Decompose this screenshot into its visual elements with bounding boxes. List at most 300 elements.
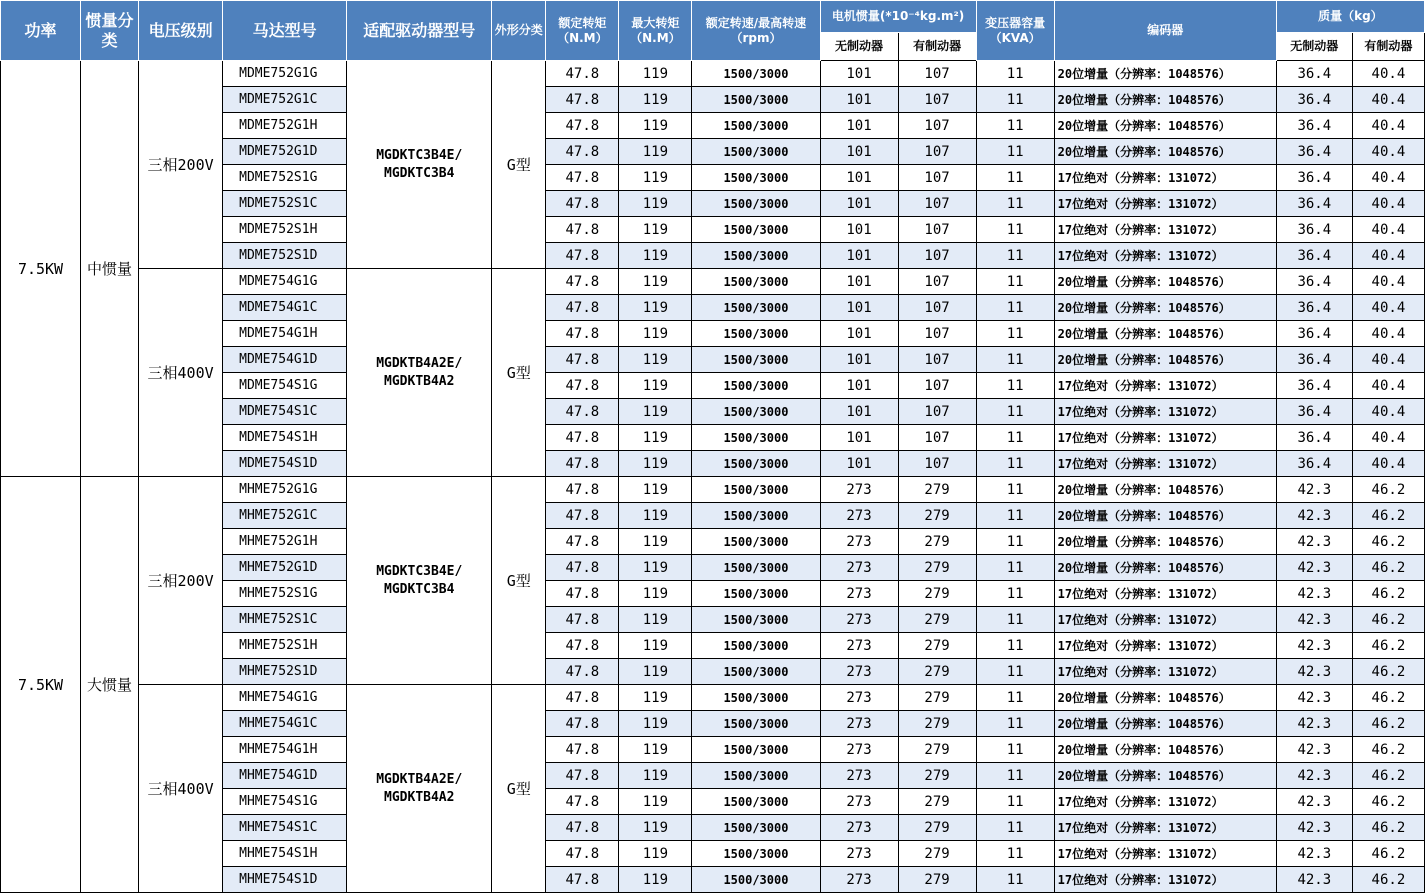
cell-encoder: 17位绝对（分辨率：131072） [1054,867,1276,893]
cell-mass-no-brake: 42.3 [1276,815,1352,841]
cell-mass-no-brake: 42.3 [1276,555,1352,581]
cell-speed: 1500/3000 [692,737,820,763]
cell-inertia-brake: 107 [898,113,976,139]
cell-max-torque: 119 [619,139,692,165]
cell-speed: 1500/3000 [692,347,820,373]
table-row [1,685,1425,711]
cell-mass-brake: 40.4 [1352,321,1424,347]
cell-inertia-brake: 107 [898,399,976,425]
cell-max-torque: 119 [619,685,692,711]
cell-mass-no-brake: 42.3 [1276,529,1352,555]
cell-mass-no-brake: 42.3 [1276,503,1352,529]
cell-rated-torque: 47.8 [546,867,619,893]
cell-motor-model: MDME754S1G [223,373,347,399]
cell-transformer: 11 [976,503,1054,529]
cell-transformer: 11 [976,373,1054,399]
cell-mass-no-brake: 36.4 [1276,113,1352,139]
cell-encoder: 20位增量（分辨率：1048576） [1054,87,1276,113]
cell-inertia-brake: 107 [898,191,976,217]
cell-rated-torque: 47.8 [546,763,619,789]
cell-speed: 1500/3000 [692,113,820,139]
cell-rated-torque: 47.8 [546,685,619,711]
cell-encoder: 20位增量（分辨率：1048576） [1054,685,1276,711]
cell-inertia-class: 大惯量 [81,477,139,893]
cell-encoder: 20位增量（分辨率：1048576） [1054,347,1276,373]
cell-transformer: 11 [976,815,1054,841]
cell-mass-no-brake: 36.4 [1276,217,1352,243]
cell-inertia-brake: 107 [898,321,976,347]
header-mass: 质量（kg） [1276,1,1424,33]
table-header [1,1,1425,61]
header-inertia-brake: 有制动器 [898,33,976,61]
cell-transformer: 11 [976,607,1054,633]
cell-inertia-no-brake: 101 [820,399,898,425]
cell-inertia-brake: 107 [898,295,976,321]
cell-shape: G型 [492,685,546,893]
cell-motor-model: MHME754G1C [223,711,347,737]
table-row [1,269,1425,295]
header-inertia: 电机惯量(*10⁻⁴kg.m²) [820,1,976,33]
cell-mass-no-brake: 42.3 [1276,737,1352,763]
cell-mass-no-brake: 42.3 [1276,607,1352,633]
cell-mass-brake: 46.2 [1352,503,1424,529]
cell-mass-no-brake: 36.4 [1276,269,1352,295]
cell-speed: 1500/3000 [692,581,820,607]
cell-inertia-no-brake: 273 [820,503,898,529]
cell-encoder: 20位增量（分辨率：1048576） [1054,295,1276,321]
header-max-torque: 最大转矩（N.M） [619,1,692,61]
cell-power: 7.5KW [1,61,81,477]
cell-inertia-brake: 107 [898,243,976,269]
cell-transformer: 11 [976,477,1054,503]
cell-motor-model: MHME752S1H [223,633,347,659]
cell-max-torque: 119 [619,555,692,581]
cell-inertia-no-brake: 101 [820,321,898,347]
cell-transformer: 11 [976,243,1054,269]
cell-speed: 1500/3000 [692,633,820,659]
cell-encoder: 20位增量（分辨率：1048576） [1054,503,1276,529]
cell-mass-brake: 46.2 [1352,607,1424,633]
cell-inertia-brake: 279 [898,737,976,763]
cell-max-torque: 119 [619,451,692,477]
cell-mass-no-brake: 36.4 [1276,295,1352,321]
cell-inertia-brake: 279 [898,763,976,789]
cell-mass-brake: 46.2 [1352,841,1424,867]
cell-mass-no-brake: 36.4 [1276,191,1352,217]
cell-motor-model: MDME754G1G [223,269,347,295]
header-mass-brake: 有制动器 [1352,33,1424,61]
cell-encoder: 17位绝对（分辨率：131072） [1054,425,1276,451]
cell-max-torque: 119 [619,243,692,269]
cell-max-torque: 119 [619,607,692,633]
cell-inertia-no-brake: 101 [820,165,898,191]
cell-encoder: 20位增量（分辨率：1048576） [1054,269,1276,295]
cell-inertia-no-brake: 101 [820,269,898,295]
cell-motor-model: MDME752G1H [223,113,347,139]
cell-mass-brake: 46.2 [1352,737,1424,763]
cell-speed: 1500/3000 [692,321,820,347]
cell-mass-no-brake: 42.3 [1276,867,1352,893]
cell-transformer: 11 [976,191,1054,217]
cell-rated-torque: 47.8 [546,191,619,217]
cell-speed: 1500/3000 [692,87,820,113]
cell-max-torque: 119 [619,113,692,139]
cell-inertia-no-brake: 273 [820,867,898,893]
cell-rated-torque: 47.8 [546,87,619,113]
cell-inertia-brake: 279 [898,555,976,581]
header-inertia-no-brake: 无制动器 [820,33,898,61]
cell-transformer: 11 [976,87,1054,113]
table-body [1,61,1425,893]
cell-encoder: 17位绝对（分辨率：131072） [1054,789,1276,815]
cell-mass-brake: 40.4 [1352,295,1424,321]
cell-mass-brake: 46.2 [1352,529,1424,555]
header-driver-model: 适配驱动器型号 [347,1,492,61]
cell-mass-no-brake: 36.4 [1276,451,1352,477]
cell-mass-no-brake: 36.4 [1276,139,1352,165]
cell-transformer: 11 [976,399,1054,425]
cell-speed: 1500/3000 [692,841,820,867]
cell-motor-model: MHME752G1H [223,529,347,555]
cell-max-torque: 119 [619,87,692,113]
cell-rated-torque: 47.8 [546,321,619,347]
cell-transformer: 11 [976,295,1054,321]
cell-inertia-no-brake: 101 [820,217,898,243]
cell-speed: 1500/3000 [692,61,820,87]
cell-inertia-brake: 107 [898,347,976,373]
header-mass-no-brake: 无制动器 [1276,33,1352,61]
cell-inertia-brake: 279 [898,815,976,841]
cell-inertia-brake: 279 [898,711,976,737]
cell-voltage: 三相200V [139,61,223,269]
cell-max-torque: 119 [619,269,692,295]
cell-inertia-no-brake: 101 [820,425,898,451]
cell-mass-brake: 46.2 [1352,867,1424,893]
cell-inertia-no-brake: 101 [820,61,898,87]
cell-motor-model: MDME752G1D [223,139,347,165]
cell-mass-brake: 46.2 [1352,763,1424,789]
cell-speed: 1500/3000 [692,685,820,711]
cell-mass-no-brake: 36.4 [1276,347,1352,373]
cell-transformer: 11 [976,165,1054,191]
cell-encoder: 20位增量（分辨率：1048576） [1054,555,1276,581]
cell-rated-torque: 47.8 [546,815,619,841]
cell-encoder: 17位绝对（分辨率：131072） [1054,659,1276,685]
cell-inertia-brake: 107 [898,451,976,477]
cell-speed: 1500/3000 [692,191,820,217]
cell-inertia-no-brake: 101 [820,373,898,399]
cell-mass-brake: 40.4 [1352,425,1424,451]
header-shape: 外形分类 [492,1,546,61]
cell-inertia-no-brake: 273 [820,659,898,685]
cell-rated-torque: 47.8 [546,789,619,815]
cell-motor-model: MHME752G1D [223,555,347,581]
cell-inertia-no-brake: 273 [820,841,898,867]
cell-transformer: 11 [976,451,1054,477]
table-row [1,61,1425,87]
cell-mass-no-brake: 42.3 [1276,633,1352,659]
cell-transformer: 11 [976,269,1054,295]
cell-motor-model: MHME752S1D [223,659,347,685]
cell-inertia-brake: 107 [898,61,976,87]
cell-inertia-no-brake: 101 [820,347,898,373]
cell-encoder: 17位绝对（分辨率：131072） [1054,373,1276,399]
cell-encoder: 17位绝对（分辨率：131072） [1054,243,1276,269]
cell-max-torque: 119 [619,347,692,373]
cell-transformer: 11 [976,633,1054,659]
cell-mass-brake: 40.4 [1352,165,1424,191]
cell-motor-model: MHME754S1H [223,841,347,867]
cell-inertia-no-brake: 273 [820,711,898,737]
cell-rated-torque: 47.8 [546,425,619,451]
cell-mass-brake: 40.4 [1352,347,1424,373]
cell-mass-brake: 46.2 [1352,659,1424,685]
header-inertia-class: 惯量分类 [81,1,139,61]
cell-shape: G型 [492,61,546,269]
cell-mass-no-brake: 36.4 [1276,321,1352,347]
cell-speed: 1500/3000 [692,269,820,295]
cell-inertia-no-brake: 273 [820,581,898,607]
cell-speed: 1500/3000 [692,789,820,815]
cell-mass-brake: 40.4 [1352,243,1424,269]
cell-mass-brake: 46.2 [1352,789,1424,815]
cell-inertia-brake: 107 [898,425,976,451]
cell-inertia-no-brake: 101 [820,87,898,113]
cell-motor-model: MHME754G1D [223,763,347,789]
cell-rated-torque: 47.8 [546,165,619,191]
cell-transformer: 11 [976,529,1054,555]
cell-mass-no-brake: 42.3 [1276,477,1352,503]
cell-rated-torque: 47.8 [546,841,619,867]
cell-rated-torque: 47.8 [546,477,619,503]
cell-encoder: 17位绝对（分辨率：131072） [1054,607,1276,633]
cell-inertia-no-brake: 273 [820,529,898,555]
cell-max-torque: 119 [619,321,692,347]
cell-mass-brake: 40.4 [1352,451,1424,477]
cell-shape: G型 [492,269,546,477]
cell-rated-torque: 47.8 [546,269,619,295]
cell-voltage: 三相400V [139,269,223,477]
cell-rated-torque: 47.8 [546,711,619,737]
cell-max-torque: 119 [619,815,692,841]
header-speed: 额定转速/最高转速（rpm） [692,1,820,61]
cell-mass-brake: 40.4 [1352,399,1424,425]
cell-mass-brake: 46.2 [1352,685,1424,711]
cell-mass-brake: 40.4 [1352,87,1424,113]
cell-transformer: 11 [976,347,1054,373]
cell-inertia-no-brake: 273 [820,477,898,503]
cell-voltage: 三相200V [139,477,223,685]
cell-inertia-brake: 279 [898,477,976,503]
cell-transformer: 11 [976,659,1054,685]
cell-mass-brake: 40.4 [1352,217,1424,243]
cell-motor-model: MHME754S1C [223,815,347,841]
cell-speed: 1500/3000 [692,503,820,529]
cell-encoder: 20位增量（分辨率：1048576） [1054,477,1276,503]
cell-rated-torque: 47.8 [546,451,619,477]
cell-motor-model: MDME754S1C [223,399,347,425]
cell-speed: 1500/3000 [692,373,820,399]
cell-transformer: 11 [976,61,1054,87]
cell-speed: 1500/3000 [692,867,820,893]
cell-inertia-no-brake: 101 [820,243,898,269]
cell-speed: 1500/3000 [692,477,820,503]
cell-rated-torque: 47.8 [546,399,619,425]
cell-max-torque: 119 [619,633,692,659]
cell-motor-model: MDME754S1H [223,425,347,451]
cell-inertia-brake: 279 [898,789,976,815]
cell-voltage: 三相400V [139,685,223,893]
cell-encoder: 17位绝对（分辨率：131072） [1054,633,1276,659]
header-power: 功率 [1,1,81,61]
cell-mass-brake: 46.2 [1352,477,1424,503]
cell-motor-model: MHME754S1G [223,789,347,815]
cell-motor-model: MDME752S1D [223,243,347,269]
cell-max-torque: 119 [619,867,692,893]
cell-max-torque: 119 [619,399,692,425]
cell-rated-torque: 47.8 [546,347,619,373]
cell-mass-no-brake: 42.3 [1276,841,1352,867]
cell-speed: 1500/3000 [692,451,820,477]
cell-mass-no-brake: 36.4 [1276,61,1352,87]
cell-speed: 1500/3000 [692,555,820,581]
cell-inertia-brake: 107 [898,373,976,399]
cell-rated-torque: 47.8 [546,659,619,685]
cell-speed: 1500/3000 [692,763,820,789]
cell-motor-model: MDME752S1G [223,165,347,191]
cell-motor-model: MDME752S1C [223,191,347,217]
cell-speed: 1500/3000 [692,295,820,321]
cell-mass-brake: 40.4 [1352,269,1424,295]
cell-rated-torque: 47.8 [546,737,619,763]
cell-mass-brake: 46.2 [1352,581,1424,607]
cell-transformer: 11 [976,113,1054,139]
cell-inertia-brake: 279 [898,503,976,529]
cell-motor-model: MDME752G1G [223,61,347,87]
cell-speed: 1500/3000 [692,425,820,451]
cell-mass-no-brake: 36.4 [1276,399,1352,425]
cell-max-torque: 119 [619,425,692,451]
cell-mass-brake: 40.4 [1352,139,1424,165]
cell-mass-no-brake: 42.3 [1276,763,1352,789]
cell-motor-model: MDME752S1H [223,217,347,243]
cell-speed: 1500/3000 [692,607,820,633]
header-transformer: 变压器容量（KVA） [976,1,1054,61]
cell-inertia-no-brake: 101 [820,113,898,139]
cell-inertia-no-brake: 273 [820,737,898,763]
cell-max-torque: 119 [619,295,692,321]
cell-motor-model: MHME754G1H [223,737,347,763]
cell-encoder: 20位增量（分辨率：1048576） [1054,61,1276,87]
cell-max-torque: 119 [619,61,692,87]
cell-inertia-brake: 279 [898,659,976,685]
cell-rated-torque: 47.8 [546,373,619,399]
cell-max-torque: 119 [619,737,692,763]
cell-encoder: 20位增量（分辨率：1048576） [1054,113,1276,139]
cell-motor-model: MHME752G1G [223,477,347,503]
cell-inertia-brake: 279 [898,685,976,711]
cell-shape: G型 [492,477,546,685]
cell-mass-no-brake: 42.3 [1276,711,1352,737]
cell-inertia-brake: 279 [898,867,976,893]
table-row [1,477,1425,503]
cell-mass-brake: 46.2 [1352,815,1424,841]
cell-mass-no-brake: 42.3 [1276,659,1352,685]
cell-speed: 1500/3000 [692,139,820,165]
header-rated-torque: 额定转矩（N.M） [546,1,619,61]
cell-transformer: 11 [976,711,1054,737]
cell-speed: 1500/3000 [692,217,820,243]
cell-motor-model: MDME754G1D [223,347,347,373]
cell-driver-model: MGDKTB4A2E/ MGDKTB4A2 [347,685,492,893]
cell-speed: 1500/3000 [692,243,820,269]
cell-speed: 1500/3000 [692,659,820,685]
cell-inertia-brake: 279 [898,581,976,607]
cell-max-torque: 119 [619,477,692,503]
cell-max-torque: 119 [619,763,692,789]
cell-inertia-brake: 107 [898,87,976,113]
cell-transformer: 11 [976,139,1054,165]
cell-max-torque: 119 [619,191,692,217]
cell-speed: 1500/3000 [692,165,820,191]
cell-rated-torque: 47.8 [546,61,619,87]
cell-encoder: 20位增量（分辨率：1048576） [1054,139,1276,165]
cell-mass-brake: 46.2 [1352,711,1424,737]
cell-max-torque: 119 [619,581,692,607]
cell-inertia-no-brake: 273 [820,789,898,815]
cell-encoder: 17位绝对（分辨率：131072） [1054,399,1276,425]
cell-encoder: 20位增量（分辨率：1048576） [1054,321,1276,347]
cell-speed: 1500/3000 [692,529,820,555]
cell-encoder: 17位绝对（分辨率：131072） [1054,191,1276,217]
cell-motor-model: MDME754G1H [223,321,347,347]
cell-motor-model: MHME754S1D [223,867,347,893]
cell-mass-brake: 40.4 [1352,61,1424,87]
cell-rated-torque: 47.8 [546,581,619,607]
cell-encoder: 20位增量（分辨率：1048576） [1054,737,1276,763]
cell-inertia-no-brake: 101 [820,191,898,217]
cell-speed: 1500/3000 [692,399,820,425]
cell-rated-torque: 47.8 [546,529,619,555]
cell-inertia-no-brake: 273 [820,815,898,841]
cell-rated-torque: 47.8 [546,113,619,139]
cell-motor-model: MHME752G1C [223,503,347,529]
cell-rated-torque: 47.8 [546,243,619,269]
cell-mass-brake: 46.2 [1352,555,1424,581]
cell-inertia-brake: 107 [898,165,976,191]
cell-encoder: 17位绝对（分辨率：131072） [1054,217,1276,243]
cell-transformer: 11 [976,763,1054,789]
cell-encoder: 17位绝对（分辨率：131072） [1054,581,1276,607]
cell-rated-torque: 47.8 [546,607,619,633]
cell-mass-no-brake: 42.3 [1276,581,1352,607]
cell-rated-torque: 47.8 [546,139,619,165]
cell-power: 7.5KW [1,477,81,893]
cell-transformer: 11 [976,581,1054,607]
cell-speed: 1500/3000 [692,815,820,841]
cell-max-torque: 119 [619,529,692,555]
cell-inertia-class: 中惯量 [81,61,139,477]
cell-inertia-brake: 279 [898,841,976,867]
cell-mass-brake: 40.4 [1352,113,1424,139]
cell-inertia-no-brake: 101 [820,295,898,321]
cell-inertia-brake: 107 [898,139,976,165]
cell-transformer: 11 [976,425,1054,451]
cell-mass-no-brake: 42.3 [1276,789,1352,815]
cell-max-torque: 119 [619,711,692,737]
cell-encoder: 17位绝对（分辨率：131072） [1054,815,1276,841]
cell-inertia-no-brake: 101 [820,139,898,165]
